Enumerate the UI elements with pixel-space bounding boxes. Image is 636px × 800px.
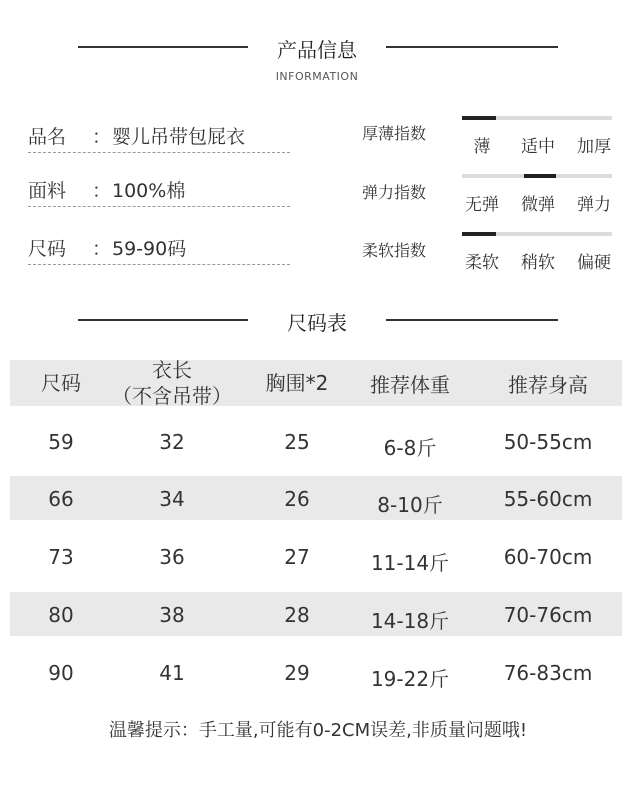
info-label: 品名 — [28, 126, 67, 148]
softness-index-track — [462, 232, 612, 236]
softness-option: 柔软 — [465, 253, 499, 273]
info-label: 尺码 — [28, 238, 67, 260]
info-value: 100%棉 — [112, 180, 186, 202]
table-cell: 19-22斤 — [370, 667, 450, 691]
table-cell: 55-60cm — [503, 487, 593, 511]
info-value: 59-90码 — [112, 238, 187, 260]
elasticity-option: 微弹 — [521, 195, 555, 215]
info-colon: ： — [92, 180, 112, 202]
table-rule-left — [78, 319, 248, 321]
table-cell: 70-76cm — [503, 603, 593, 627]
info-label: 面料 — [28, 180, 67, 202]
thickness-index-label: 厚薄指数 — [362, 124, 427, 143]
elasticity-index-track — [462, 174, 612, 178]
table-cell: 80 — [48, 603, 74, 627]
softness-option: 偏硬 — [577, 253, 611, 273]
table-cell: 66 — [48, 487, 74, 511]
table-cell: 90 — [48, 661, 74, 685]
elasticity-option: 无弹 — [465, 195, 499, 215]
table-cell: 41 — [159, 661, 185, 685]
table-cell: 11-14斤 — [370, 551, 450, 575]
table-cell: 38 — [159, 603, 185, 627]
table-cell: 27 — [284, 545, 310, 569]
table-cell: 34 — [159, 487, 185, 511]
elasticity-index-label: 弹力指数 — [362, 183, 427, 202]
table-cell: 50-55cm — [503, 430, 593, 454]
thickness-option: 加厚 — [577, 137, 611, 157]
table-cell: 73 — [48, 545, 74, 569]
elasticity-option: 弹力 — [577, 195, 611, 215]
table-cell: 76-83cm — [503, 661, 593, 685]
section-title-product-info: 产品信息 — [277, 38, 357, 62]
thickness-option: 薄 — [473, 137, 491, 157]
info-row-fabric — [28, 172, 290, 207]
info-row-name — [28, 118, 290, 153]
thickness-index-marker — [462, 116, 496, 120]
col-header-chest: 胸围*2 — [265, 371, 329, 395]
thickness-option: 适中 — [521, 137, 555, 157]
table-cell: 25 — [284, 430, 310, 454]
table-cell: 6-8斤 — [383, 436, 437, 460]
info-colon: ： — [92, 238, 112, 260]
table-cell: 28 — [284, 603, 310, 627]
elasticity-index-marker — [524, 174, 556, 178]
table-cell: 29 — [284, 661, 310, 685]
softness-option: 稍软 — [521, 253, 555, 273]
table-cell: 8-10斤 — [377, 493, 443, 517]
table-cell: 60-70cm — [503, 545, 593, 569]
col-header-weight: 推荐体重 — [370, 373, 450, 397]
header-rule-right — [386, 46, 558, 48]
softness-index-label: 柔软指数 — [362, 241, 427, 260]
info-value: 婴儿吊带包屁衣 — [112, 126, 246, 148]
section-subtitle: INFORMATION — [275, 70, 359, 83]
info-colon: ： — [92, 126, 112, 148]
softness-index-marker — [462, 232, 496, 236]
section-title-size-table: 尺码表 — [287, 311, 347, 335]
thickness-index-track — [462, 116, 612, 120]
col-header-size: 尺码 — [41, 371, 81, 395]
info-row-size — [28, 230, 290, 265]
table-cell: 14-18斤 — [370, 609, 450, 633]
table-cell: 59 — [48, 430, 74, 454]
col-header-length — [102, 357, 242, 409]
table-cell: 36 — [159, 545, 185, 569]
header-rule-left — [78, 46, 248, 48]
table-cell: 32 — [159, 430, 185, 454]
col-header-length-main: 衣长 — [152, 358, 192, 382]
measurement-tip: 温馨提示：手工量,可能有0-2CM误差,非质量问题哦! — [108, 720, 528, 741]
col-header-height: 推荐身高 — [508, 373, 588, 397]
col-header-length-note: （不含吊带） — [112, 384, 232, 408]
table-rule-right — [386, 319, 558, 321]
table-cell: 26 — [284, 487, 310, 511]
